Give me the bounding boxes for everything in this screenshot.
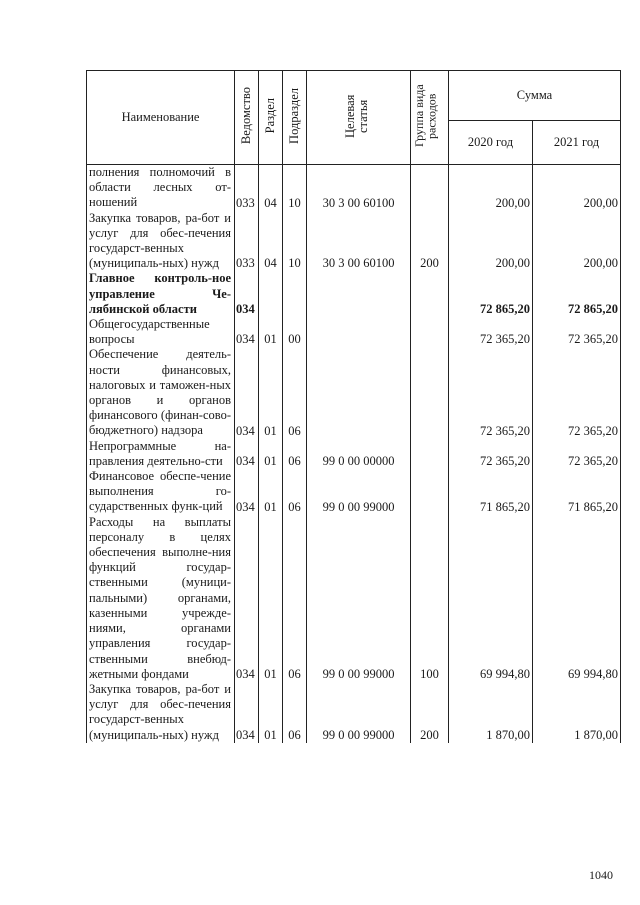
table-row — [87, 271, 621, 317]
row-vedomstvo: 034 — [235, 682, 259, 743]
row-vedomstvo: 033 — [235, 165, 259, 211]
header-gruppa-vida-rashodov: Группа вида расходов — [411, 71, 449, 165]
row-sum-2021: 200,00 — [533, 165, 621, 211]
row-sum-2020: 69 994,80 — [449, 515, 533, 682]
row-vedomstvo: 033 — [235, 211, 259, 272]
row-name: Непрограммные на-правления деятельно-сти — [87, 439, 235, 469]
row-razdel: 04 — [259, 165, 283, 211]
row-sum-2020: 72 865,20 — [449, 271, 533, 317]
row-sum-2020: 200,00 — [449, 211, 533, 272]
row-razdel: 01 — [259, 317, 283, 347]
row-vedomstvo: 034 — [235, 515, 259, 682]
row-sum-2021: 72 365,20 — [533, 347, 621, 438]
header-name: Наименование — [87, 71, 235, 165]
row-sum-2021: 72 365,20 — [533, 439, 621, 469]
row-razdel: 01 — [259, 515, 283, 682]
row-name: Обеспечение деятель-ности финансовых, налоговых и таможен-ных органов и органов финансового (финан-сово-бюджетного) надзора — [87, 347, 235, 438]
row-sum-2021: 1 870,00 — [533, 682, 621, 743]
row-gruppa: 200 — [411, 211, 449, 272]
page-number: 1040 — [589, 868, 613, 882]
table-row — [87, 515, 621, 682]
row-sum-2021: 72 865,20 — [533, 271, 621, 317]
row-celevaya-statya: 99 0 00 99000 — [307, 469, 411, 515]
row-celevaya-statya: 99 0 00 99000 — [307, 515, 411, 682]
row-name: Закупка товаров, ра-бот и услуг для обес-печения государст-венных (муниципаль-ных) нужд — [87, 682, 235, 743]
row-celevaya-statya — [307, 347, 411, 438]
row-podrazdel: 06 — [283, 682, 307, 743]
header-summa: Сумма — [449, 71, 621, 121]
row-vedomstvo: 034 — [235, 271, 259, 317]
row-vedomstvo: 034 — [235, 317, 259, 347]
row-podrazdel: 10 — [283, 165, 307, 211]
row-podrazdel: 06 — [283, 515, 307, 682]
row-name: полнения полномочий в области лесных от-ношений — [87, 165, 235, 211]
row-sum-2021: 72 365,20 — [533, 317, 621, 347]
row-podrazdel — [283, 271, 307, 317]
row-gruppa — [411, 439, 449, 469]
row-razdel — [259, 271, 283, 317]
row-name: Финансовое обеспе-чение выполнения го-сударственных функ-ций — [87, 469, 235, 515]
row-razdel: 01 — [259, 469, 283, 515]
table-row — [87, 682, 621, 743]
row-sum-2021: 200,00 — [533, 211, 621, 272]
table-row — [87, 469, 621, 515]
row-razdel: 01 — [259, 682, 283, 743]
table-row — [87, 439, 621, 469]
row-gruppa — [411, 317, 449, 347]
row-sum-2020: 71 865,20 — [449, 469, 533, 515]
table-row — [87, 211, 621, 272]
row-gruppa — [411, 271, 449, 317]
header-year-2020: 2020 год — [449, 121, 533, 165]
row-sum-2020: 72 365,20 — [449, 347, 533, 438]
row-celevaya-statya — [307, 317, 411, 347]
row-celevaya-statya — [307, 271, 411, 317]
row-gruppa — [411, 469, 449, 515]
row-vedomstvo: 034 — [235, 439, 259, 469]
row-name: Расходы на выплаты персоналу в целях обеспечения выполне-ния функций государ-ственными (муници-пальными) органами, казенными учрежде-ниями, органами управления государ-ственными внебюд-жетными фондами — [87, 515, 235, 682]
row-razdel: 01 — [259, 347, 283, 438]
row-celevaya-statya: 99 0 00 99000 — [307, 682, 411, 743]
row-sum-2020: 72 365,20 — [449, 439, 533, 469]
row-celevaya-statya: 99 0 00 00000 — [307, 439, 411, 469]
table-row — [87, 317, 621, 347]
row-vedomstvo: 034 — [235, 347, 259, 438]
header-podrazdel: Подраздел — [283, 71, 307, 165]
row-sum-2021: 71 865,20 — [533, 469, 621, 515]
budget-table — [86, 70, 621, 743]
header-vedomstvo: Ведомство — [235, 71, 259, 165]
row-vedomstvo: 034 — [235, 469, 259, 515]
header-celevaya-statya: Целевая статья — [307, 71, 411, 165]
row-sum-2020: 1 870,00 — [449, 682, 533, 743]
row-razdel: 04 — [259, 211, 283, 272]
row-name: Общегосударственные вопросы — [87, 317, 235, 347]
header-year-2021: 2021 год — [533, 121, 621, 165]
row-podrazdel: 06 — [283, 347, 307, 438]
header-razdel: Раздел — [259, 71, 283, 165]
row-gruppa: 200 — [411, 682, 449, 743]
row-sum-2020: 72 365,20 — [449, 317, 533, 347]
row-gruppa: 100 — [411, 515, 449, 682]
table-row — [87, 165, 621, 211]
row-celevaya-statya: 30 3 00 60100 — [307, 211, 411, 272]
row-celevaya-statya: 30 3 00 60100 — [307, 165, 411, 211]
row-sum-2021: 69 994,80 — [533, 515, 621, 682]
row-podrazdel: 06 — [283, 439, 307, 469]
row-podrazdel: 10 — [283, 211, 307, 272]
row-podrazdel: 00 — [283, 317, 307, 347]
row-gruppa — [411, 347, 449, 438]
row-gruppa — [411, 165, 449, 211]
row-razdel: 01 — [259, 439, 283, 469]
row-podrazdel: 06 — [283, 469, 307, 515]
row-name: Закупка товаров, ра-бот и услуг для обес-печения государст-венных (муниципаль-ных) нужд — [87, 211, 235, 272]
table-row — [87, 347, 621, 438]
row-name: Главное контроль-ное управление Че-лябинской области — [87, 271, 235, 317]
row-sum-2020: 200,00 — [449, 165, 533, 211]
